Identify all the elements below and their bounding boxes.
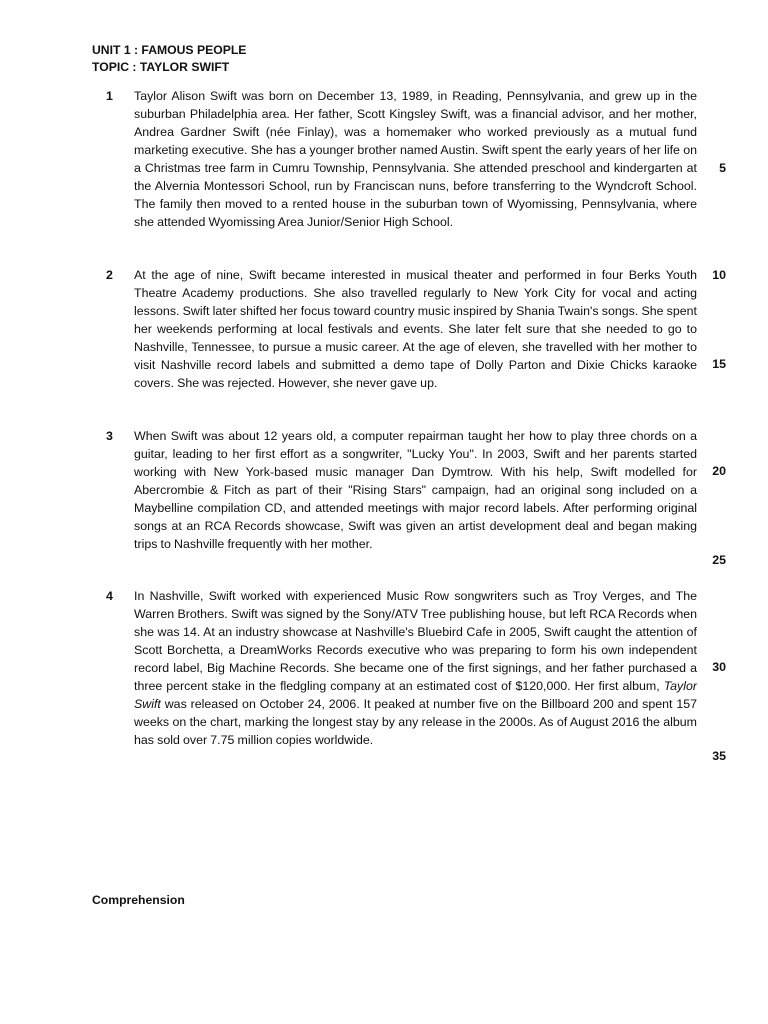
- paragraph-text: At the age of nine, Swift became interested in musical theater and performed in four Berks Youth Theatre Academy productions. She also travelled regularly to New York City for vocal and acting lessons. Swift later shifted her focus toward country music inspired by Shania Twain's songs. She spent her weekends performing at local festivals and events. She later felt sure that she needed to go to Nashville, Tennessee, to pursue a music career. At the age of eleven, she travelled with her mother to visit Nashville record labels and submitted a demo tape of Dolly Parton and Dixie Chicks karaoke covers. She was rejected. However, she never gave up.: [134, 268, 697, 390]
- line-number: 15: [712, 357, 726, 371]
- comprehension-heading: Comprehension: [92, 893, 185, 907]
- line-number: 5: [719, 161, 726, 175]
- unit-title: UNIT 1 : FAMOUS PEOPLE: [92, 43, 247, 57]
- topic-title: TOPIC : TAYLOR SWIFT: [92, 60, 230, 74]
- line-number: 20: [712, 464, 726, 478]
- paragraph-text: [134, 587, 697, 749]
- paragraph-text-after: was released on October 24, 2006. It peaked at number five on the Billboard 200 and spent 157 weeks on the chart, marking the longest stay by any release in the 2000s. As of August 2016 the album has sold over 7.75 million copies worldwide.: [134, 697, 697, 747]
- paragraph-number: 4: [106, 589, 113, 603]
- line-number: 30: [712, 660, 726, 674]
- line-number: 35: [712, 749, 726, 763]
- album-title: Taylor Swift: [134, 679, 697, 711]
- line-number: 25: [712, 553, 726, 567]
- paragraph-number: 3: [106, 429, 113, 443]
- line-number: 10: [712, 268, 726, 282]
- paragraph-text-before: In Nashville, Swift worked with experienced Music Row songwriters such as Troy Verges, and The Warren Brothers. Swift was signed by the Sony/ATV Tree publishing house, but left RCA Records when she was 14. At an industry showcase at Nashville's Bluebird Cafe in 2005, Swift caught the attention of Scott Borchetta, a DreamWorks Records executive who was preparing to form his own independent record label, Big Machine Records. She became one of the first signings, and her father purchased a three percent stake in the fledgling company at an estimated cost of $120,000. Her first album,: [134, 589, 697, 693]
- paragraph-number: 1: [106, 89, 113, 103]
- document-header: [92, 42, 246, 76]
- paragraph-text: Taylor Alison Swift was born on December 13, 1989, in Reading, Pennsylvania, and grew up in the suburban Philadelphia area. Her father, Scott Kingsley Swift, was a financial advisor, and her mother, Andrea Gardner Swift (née Finlay), was a homemaker who worked previously as a mutual fund marketing executive. She has a younger brother named Austin. Swift spent the early years of her life on a Christmas tree farm in Cumru Township, Pennsylvania. She attended preschool and kindergarten at the Alvernia Montessori School, run by Franciscan nuns, before transferring to the Wyndcroft School. The family then moved to a rented house in the suburban town of Wyomissing, Pennsylvania, where she attended Wyomissing Area Junior/Senior High School.: [134, 89, 697, 229]
- paragraph-number: 2: [106, 268, 113, 282]
- paragraph-text: When Swift was about 12 years old, a computer repairman taught her how to play three chords on a guitar, leading to her first effort as a songwriter, "Lucky You". In 2003, Swift and her parents started working with New York-based music manager Dan Dymtrow. With his help, Swift modelled for Abercrombie & Fitch as part of their "Rising Stars" campaign, had an original song included on a Maybelline compilation CD, and attended meetings with major record labels. After performing original songs at an RCA Records showcase, Swift was given an artist development deal and began making trips to Nashville frequently with her mother.: [134, 429, 697, 551]
